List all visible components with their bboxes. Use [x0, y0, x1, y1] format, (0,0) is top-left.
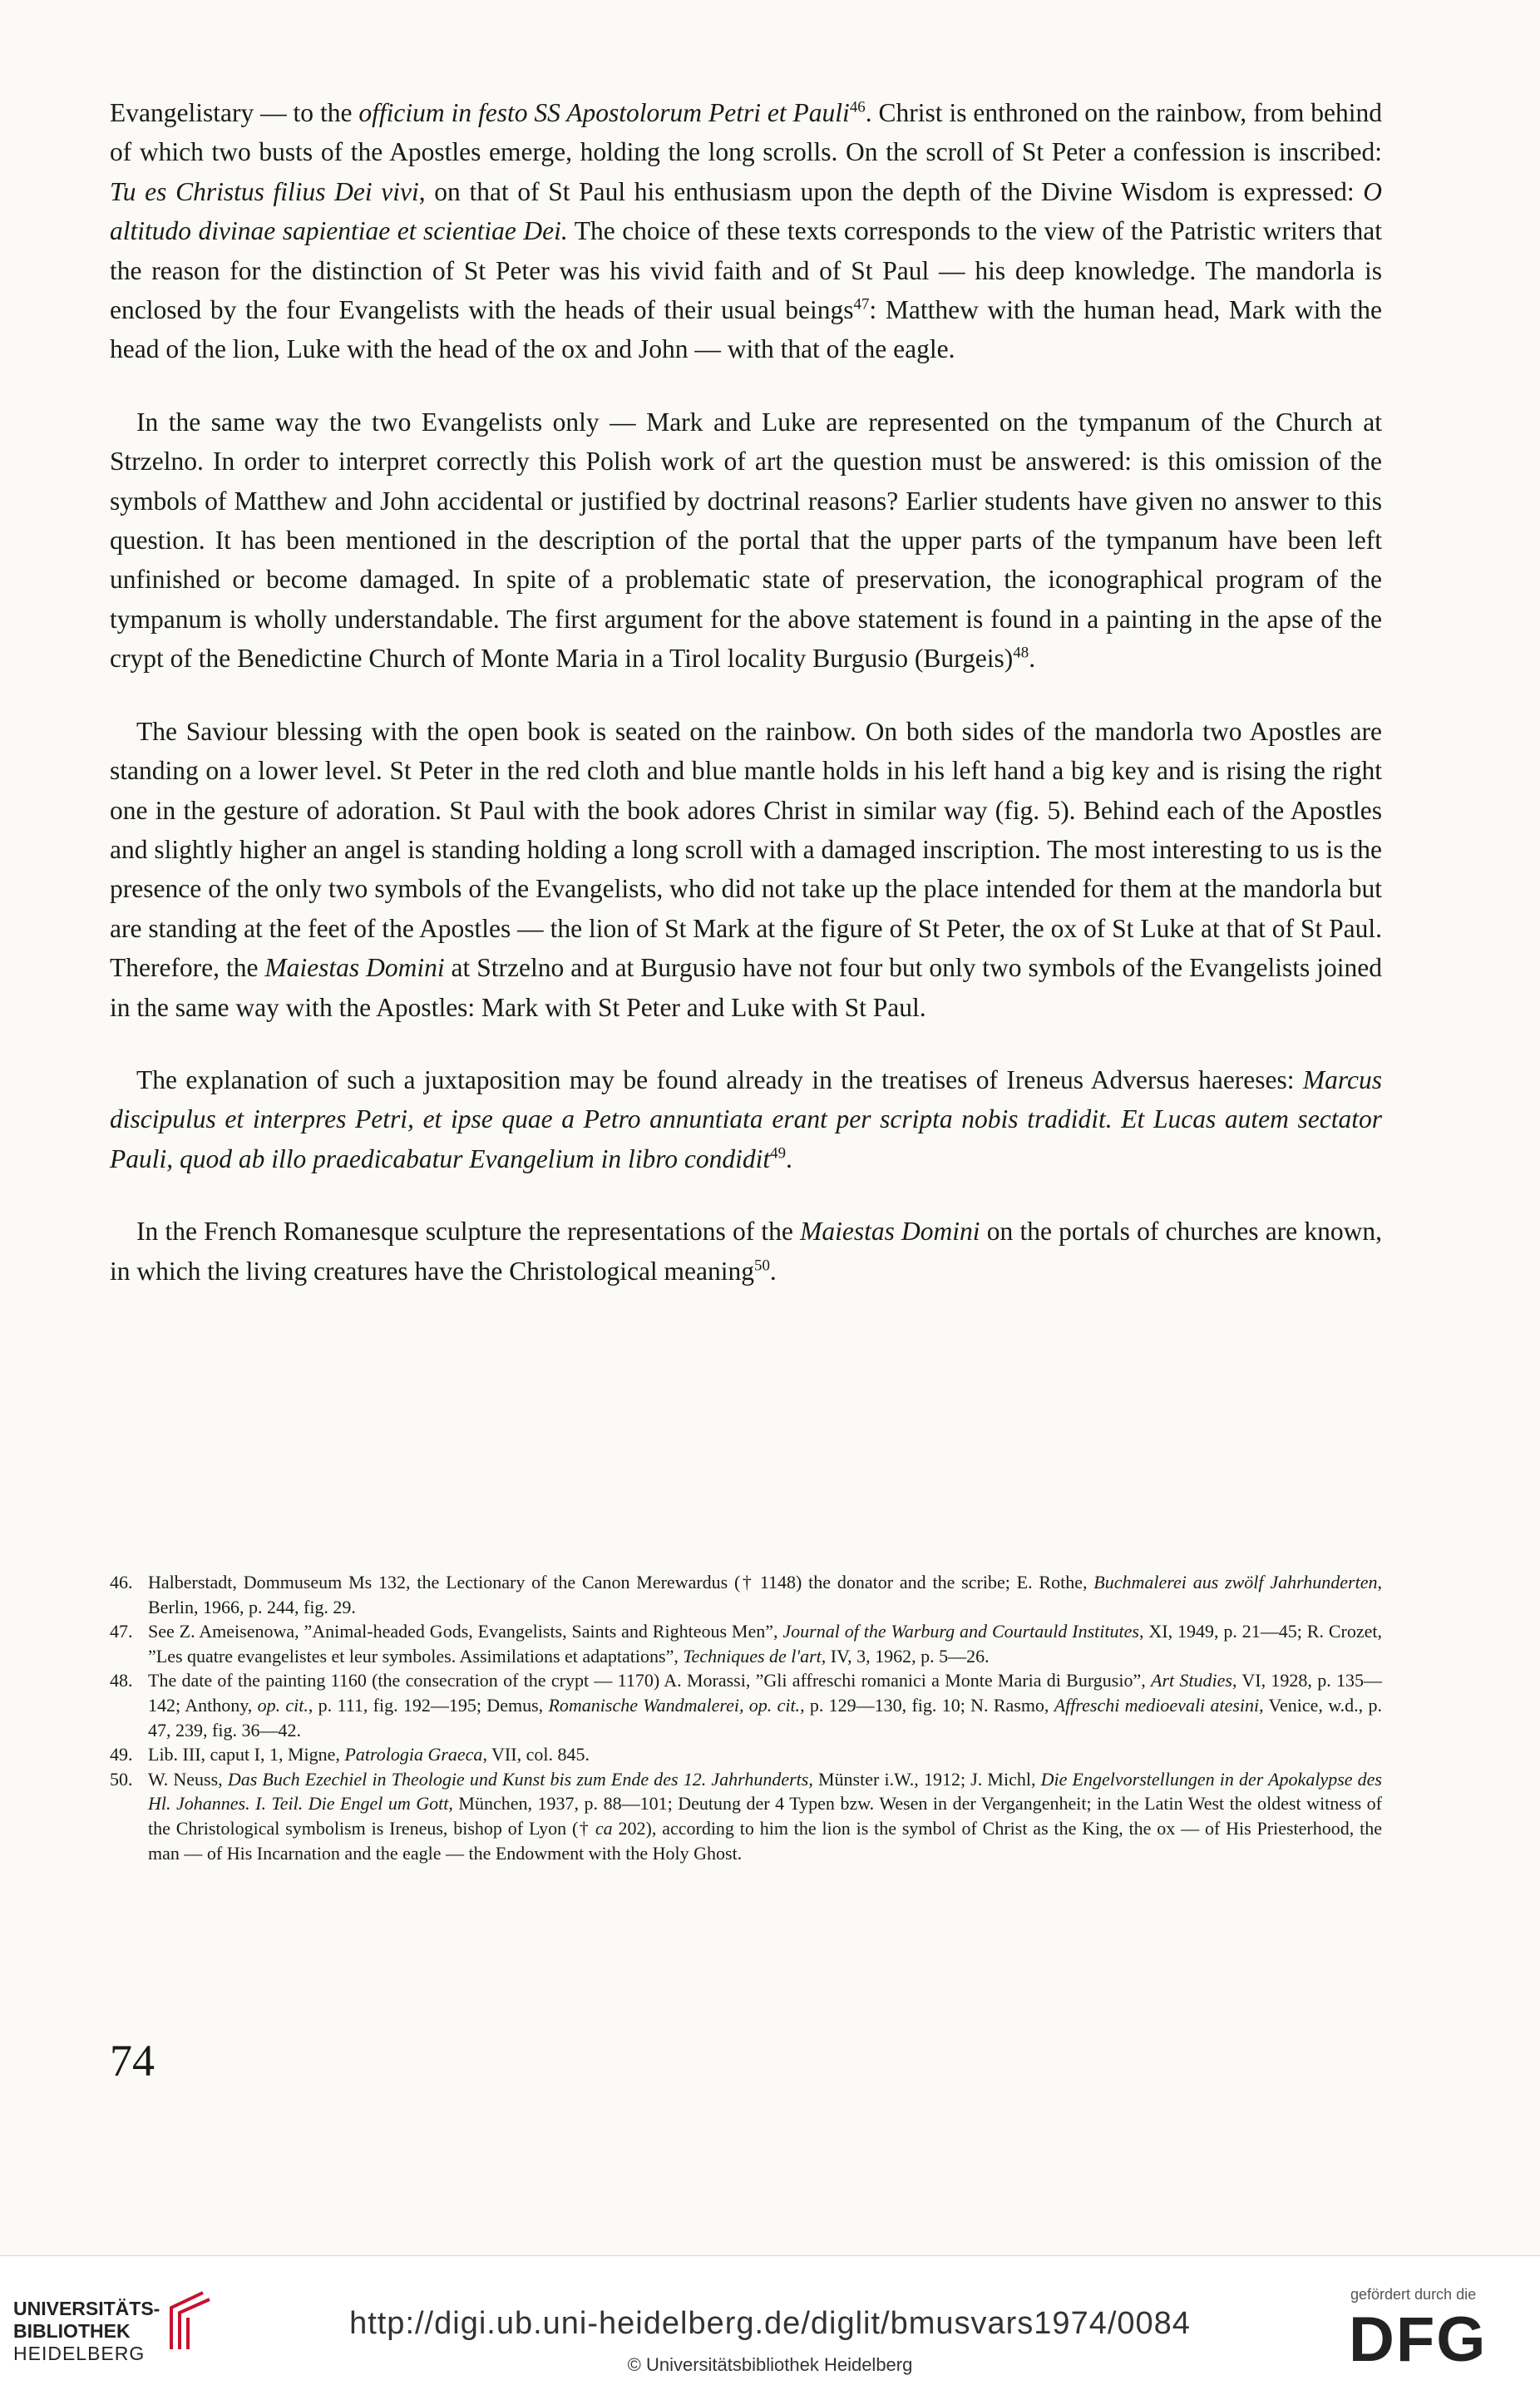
- footnote-text: [148, 1668, 1382, 1742]
- paragraph: [110, 712, 1382, 1027]
- footnote-text: [148, 1570, 1382, 1619]
- italic-text: Maiestas Domini: [800, 1217, 980, 1247]
- text-run: , Berlin, 1966, p. 244, fig. 29.: [148, 1572, 1382, 1617]
- digital-copy-link[interactable]: http://digi.ub.uni-heidelberg.de/diglit/bmusvars1974/0084: [349, 2306, 1191, 2341]
- footnote-reference: 47: [853, 295, 870, 314]
- text-run: , on that of St Paul his enthusiasm upon the depth of the Divine Wisdom is expressed:: [418, 176, 1364, 206]
- digitization-footer: [0, 2255, 1540, 2390]
- text-run: , p. 129—130, fig. 10; N. Rasmo,: [800, 1694, 1054, 1716]
- text-run: , VII, col. 845.: [482, 1744, 590, 1765]
- text-run: Evangelistary — to the: [110, 98, 359, 127]
- footnote-text: [148, 1619, 1382, 1668]
- text-run: Lib. III, caput I, 1, Migne,: [148, 1744, 345, 1765]
- text-run: W. Neuss,: [148, 1768, 228, 1790]
- text-run: , VI, 1928, p. 135—142; Anthony,: [148, 1670, 1382, 1716]
- text-run: The date of the painting 1160 (the consecration of the crypt — 1170) A. Morassi, ”Gli affreschi romanici a Monte Maria di Burgusio”,: [148, 1670, 1152, 1691]
- text-run: The choice of these texts corresponds to the view of the Patristic writers that the reason for the distinction of St Peter was his vivid faith and of St Paul — his deep knowledge. The mandorla is enclosed by the four Evangelists with the heads of their usual beings: [110, 216, 1382, 325]
- italic-text: Tu es Christus filius Dei vivi: [110, 176, 419, 206]
- italic-text: Techniques de l'art: [683, 1645, 822, 1667]
- italic-text: officium in festo SS Apostolorum Petri et Pauli: [358, 98, 850, 127]
- text-run: , XI, 1949, p. 21—45; R. Crozet, ”Les quatre evangelistes et leur symboles. Assimilations et adaptations”,: [148, 1621, 1382, 1667]
- italic-text: Maiestas Domini: [264, 953, 445, 983]
- text-run: at Strzelno and at Burgusio have not four but only two symbols of the Evangelists joined in the same way with the Apostles: Mark with St Peter and Luke with St Paul.: [110, 953, 1382, 1022]
- text-run: , Venice, w.d., p. 47, 239, fig. 36—42.: [148, 1694, 1382, 1741]
- text-run: See Z. Ameisenowa, ”Animal-headed Gods, Evangelists, Saints and Righteous Men”,: [148, 1621, 783, 1642]
- page-number: 74: [110, 2036, 155, 2086]
- library-logo-line: HEIDELBERG: [13, 2343, 146, 2364]
- italic-text: Die Engelvorstellungen in der Apokalypse des Hl. Johannes. I. Teil. Die Engel um Gott,: [148, 1768, 1382, 1815]
- footnotes: [110, 1570, 1382, 1865]
- footnote-reference: 50: [754, 1257, 770, 1275]
- italic-text: Marcus discipulus et interpres Petri, et ipse quae a Petro annuntiata erant per scripta nobis tradidit. Et Lucas autem sectator Pauli, quod ab illo praedicabatur Evangelium in libro condidit: [110, 1064, 1382, 1173]
- footnote-reference: 49: [770, 1144, 787, 1163]
- text-run: München, 1937, p. 88—101; Deutung der 4 Typen bzw. Wesen in der Vergangenheit; in the Latin West the oldest witness of the Christological symbolism is Ireneus, bishop of Lyon (†: [148, 1793, 1382, 1839]
- text-run: , IV, 3, 1962, p. 5—26.: [821, 1645, 990, 1667]
- text-run: . Christ is enthroned on the rainbow, from behind of which two busts of the Apostles emerge, holding the long scrolls. On the scroll of St Peter a confession is inscribed:: [110, 98, 1382, 167]
- italic-text: Romanische Wandmalerei, op. cit.: [548, 1694, 801, 1716]
- text-run: on the portals of churches are known, in which the living creatures have the Christological meaning: [110, 1217, 1382, 1286]
- italic-text: Art Studies: [1151, 1670, 1232, 1691]
- footnote: [110, 1767, 1382, 1865]
- footnote-number: 47.: [110, 1621, 133, 1642]
- library-logo-line: BIBLIOTHEK: [13, 2320, 131, 2342]
- italic-text: Journal of the Warburg and Courtauld Institutes: [782, 1621, 1139, 1642]
- footnote-text: [148, 1767, 1382, 1865]
- paragraph: [110, 1060, 1382, 1178]
- italic-text: ca: [595, 1817, 613, 1839]
- dfg-logo-text: DFG: [1349, 2306, 1488, 2373]
- text-run: : Matthew with the human head, Mark with the head of the lion, Luke with the head of the ox and John — with that of the eagle.: [110, 295, 1383, 364]
- text-run: .: [769, 1256, 777, 1286]
- text-run: , p. 111, fig. 192—195; Demus,: [308, 1694, 549, 1716]
- paragraph: [110, 1212, 1382, 1291]
- italic-text: Patrologia Graeca: [344, 1744, 483, 1765]
- library-logo-line: UNIVERSITÄTS-: [13, 2298, 160, 2319]
- footnote: [110, 1668, 1382, 1742]
- footnote-reference: 48: [1013, 644, 1029, 662]
- body-text: [110, 93, 1382, 1324]
- text-run: The explanation of such a juxtaposition may be found already in the treatises of Ireneus Adversus haereses:: [136, 1064, 1303, 1094]
- italic-text: op. cit.: [257, 1694, 308, 1716]
- footnote-number: 50.: [110, 1768, 133, 1790]
- italic-text: Buchmalerei aus zwölf Jahrhunderten: [1093, 1572, 1378, 1593]
- italic-text: Affreschi medioevali atesini: [1054, 1694, 1260, 1716]
- text-run: In the French Romanesque sculpture the representations of the: [136, 1217, 801, 1247]
- footnote-reference: 46: [849, 98, 866, 116]
- footnote-text: [148, 1742, 1382, 1767]
- text-run: The Saviour blessing with the open book is seated on the rainbow. On both sides of the mandorla two Apostles are standing on a lower level. St Peter in the red cloth and blue mantle holds in his left hand a big key and is rising the right one in the gesture of adoration. St Paul with the book adores Christ in similar way (fig. 5). Behind each of the Apostles and slightly higher an angel is standing holding a long scroll with a damaged inscription. The most interesting to us is the presence of the only two symbols of the Evangelists, who did not take up the place intended for them at the mandorla but are standing at the feet of the Apostles — the lion of St Mark at the figure of St Peter, the ox of St Luke at that of St Paul. Therefore, the: [110, 716, 1382, 983]
- footnote: [110, 1742, 1382, 1767]
- text-run: 202), according to him the lion is the symbol of Christ as the King, the ox — of His Priesterhood, the man — of His Incarnation and the eagle — the Endowment with the Holy Ghost.: [148, 1817, 1382, 1864]
- text-run: Halberstadt, Dommuseum Ms 132, the Lectionary of the Canon Merewardus († 1148) the donator and the scribe; E. Rothe,: [148, 1572, 1094, 1593]
- copyright-notice: © Universitätsbibliothek Heidelberg: [627, 2354, 913, 2375]
- footnote: [110, 1619, 1382, 1668]
- dfg-logo-icon: [1349, 2306, 1515, 2373]
- paragraph: [110, 402, 1382, 679]
- italic-text: O altitudo divinae sapientiae et scientiae Dei.: [110, 176, 1382, 246]
- text-run: .: [786, 1143, 792, 1173]
- paragraph: [110, 93, 1382, 369]
- footnote-number: 46.: [110, 1572, 133, 1593]
- funding-label: gefördert durch die: [1350, 2286, 1477, 2303]
- italic-text: Das Buch Ezechiel in Theologie und Kunst bis zum Ende des 12. Jahrhunderts,: [227, 1768, 813, 1790]
- footnote: [110, 1570, 1382, 1619]
- footnote-number: 49.: [110, 1744, 133, 1765]
- text-run: .: [1029, 644, 1036, 674]
- footnote-number: 48.: [110, 1670, 133, 1691]
- text-run: Münster i.W., 1912; J. Michl,: [812, 1768, 1041, 1790]
- text-run: In the same way the two Evangelists only — Mark and Luke are represented on the tympanum of the Church at Strzelno. In order to interpret correctly this Polish work of art the question must be answered: is this omission of the symbols of Matthew and John accidental or justified by doctrinal reasons? Earlier students have given no answer to this question. It has been mentioned in the description of the portal that the upper parts of the tympanum have been left unfinished or become damaged. In spite of a problematic state of preservation, the iconographical program of the tympanum is wholly understandable. The first argument for the above statement is found in a painting in the apse of the crypt of the Benedictine Church of Monte Maria in a Tirol locality Burgusio (Burgeis): [110, 407, 1382, 674]
